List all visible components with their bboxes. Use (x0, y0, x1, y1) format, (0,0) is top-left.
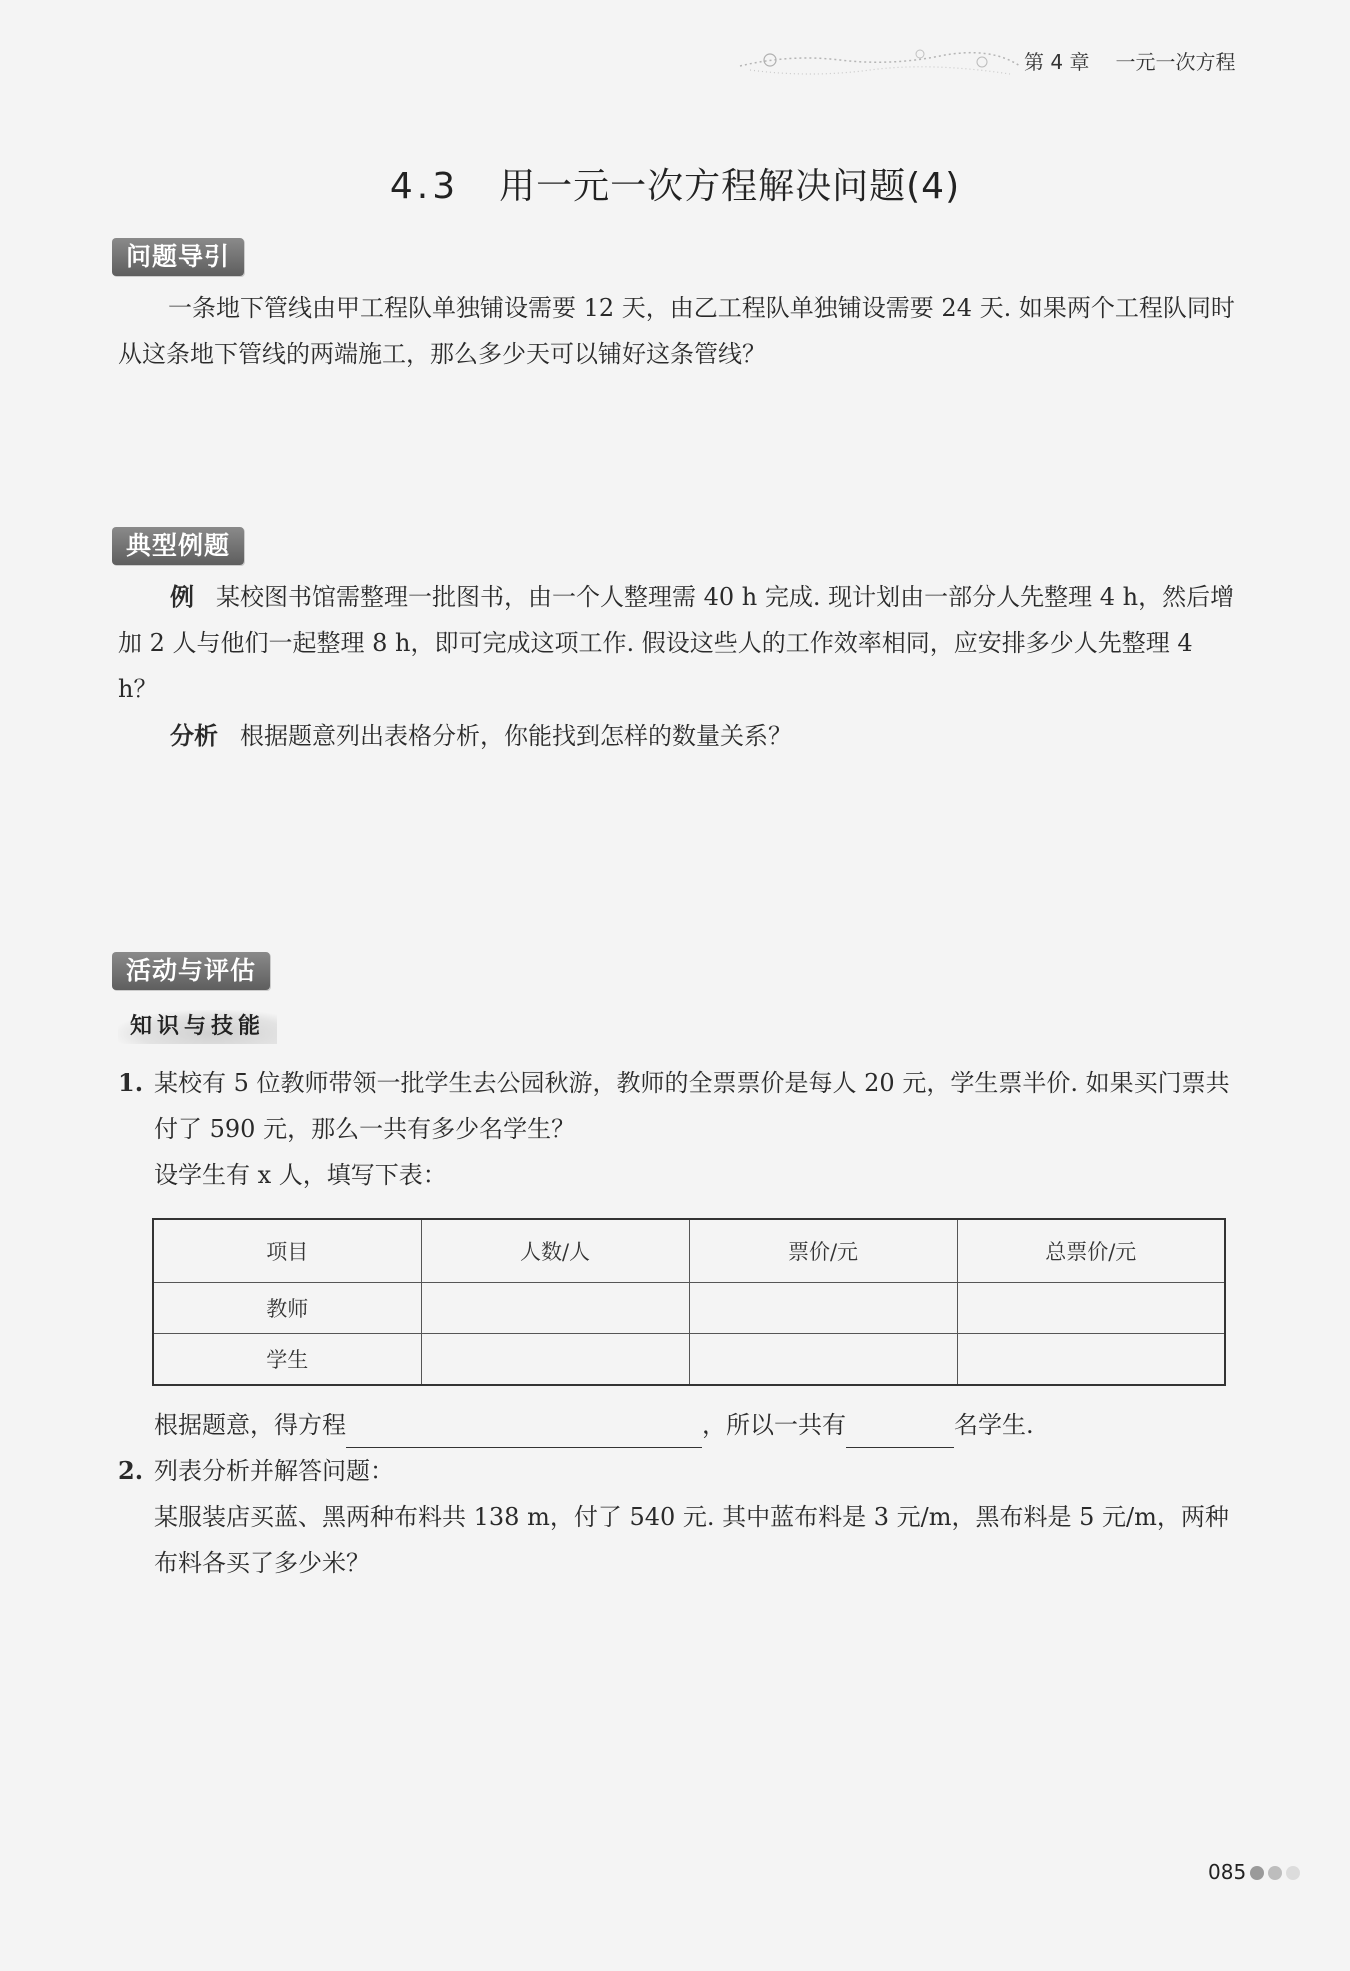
table-cell-blank[interactable] (689, 1334, 957, 1386)
question-1-number: 1. (118, 1068, 144, 1097)
example-label: 例 (170, 583, 194, 611)
ticket-table (152, 1218, 1226, 1386)
question-1-fill-line (154, 1402, 1236, 1448)
table-header-cell: 项目 (153, 1219, 421, 1283)
table-cell: 学生 (153, 1334, 421, 1386)
example-section-badge: 典型例题 (112, 527, 244, 565)
equation-blank[interactable] (346, 1419, 702, 1448)
fill-suffix: 名学生. (954, 1411, 1034, 1439)
question-2-text: 列表分析并解答问题： (154, 1457, 394, 1485)
table-cell-blank[interactable] (421, 1283, 689, 1334)
table-cell-blank[interactable] (421, 1334, 689, 1386)
chapter-title: 一元一次方程 (1115, 50, 1236, 74)
table-header-cell: 总票价/元 (957, 1219, 1225, 1283)
question-1-setup: 设学生有 x 人，填写下表： (154, 1161, 447, 1189)
analysis-text: 根据题意列出表格分析，你能找到怎样的数量关系？ (240, 722, 792, 750)
footer-dot-icon (1286, 1866, 1300, 1880)
question-1-text: 某校有 5 位教师带领一批学生去公园秋游，教师的全票票价是每人 20 元，学生票半价. 如果买门票共付了 590 元，那么一共有多少名学生？ (154, 1069, 1230, 1143)
question-1 (118, 1060, 1236, 1152)
running-header (1024, 46, 1261, 75)
table-row (153, 1283, 1225, 1334)
question-2-detail: 某服装店买蓝、黑两种布料共 138 m，付了 540 元. 其中蓝布料是 3 元/m，黑布料是 5 元/m，两种布料各买了多少米？ (154, 1503, 1229, 1577)
analysis-label: 分析 (170, 722, 218, 750)
question-2-number: 2. (118, 1456, 144, 1485)
example-block (118, 574, 1236, 712)
fill-prefix: 根据题意，得方程 (154, 1411, 346, 1439)
table-header-cell: 人数/人 (421, 1219, 689, 1283)
section-title: 用一元一次方程解决问题(4) (499, 166, 961, 207)
table-cell-blank[interactable] (957, 1283, 1225, 1334)
table-cell: 教师 (153, 1283, 421, 1334)
analysis-block (118, 713, 1236, 759)
footer-dot-icon (1250, 1866, 1264, 1880)
skills-sub-badge: 知识与技能 (118, 1010, 277, 1044)
chapter-number: 第 4 章 (1024, 50, 1090, 74)
example-text: 某校图书馆需整理一批图书，由一个人整理需 40 h 完成. 现计划由一部分人先整理 4 h，然后增加 2 人与他们一起整理 8 h，即可完成这项工作. 假设这些人的工作效率相同，应安排多少人先整理 4 h？ (118, 583, 1235, 703)
table-cell-blank[interactable] (689, 1283, 957, 1334)
table-cell-blank[interactable] (957, 1334, 1225, 1386)
footer-dot-icon (1268, 1866, 1282, 1880)
section-number: 4.3 (389, 166, 460, 207)
header-decoration-icon (730, 44, 1020, 84)
intro-section-badge: 问题导引 (112, 238, 244, 276)
student-count-blank[interactable] (846, 1419, 954, 1448)
question-2 (118, 1448, 1236, 1494)
table-header-cell: 票价/元 (689, 1219, 957, 1283)
table-header-row (153, 1219, 1225, 1283)
fill-middle: ，所以一共有 (702, 1411, 846, 1439)
page-title (0, 158, 1350, 209)
activity-section-badge: 活动与评估 (112, 952, 270, 990)
table-row (153, 1334, 1225, 1386)
intro-problem-text: 一条地下管线由甲工程队单独铺设需要 12 天，由乙工程队单独铺设需要 24 天. 如果两个工程队同时从这条地下管线的两端施工，那么多少天可以铺好这条管线？ (118, 294, 1235, 368)
page-number: 085 (1208, 1860, 1247, 1884)
